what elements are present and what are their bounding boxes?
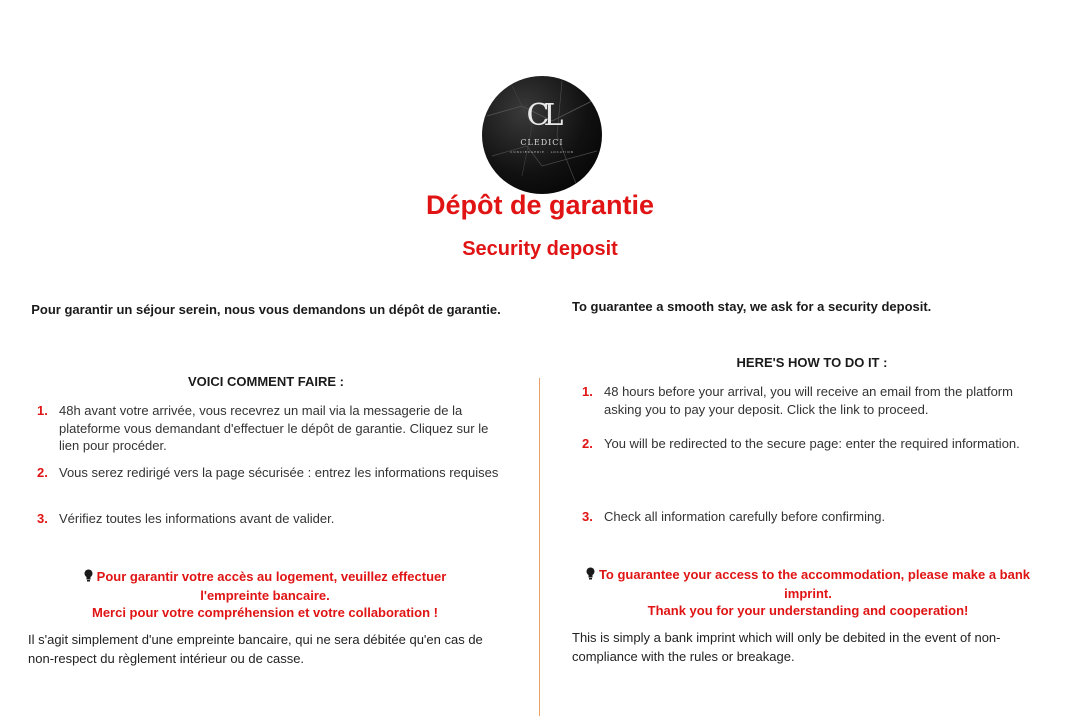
en-notice-line2: Thank you for your understanding and cooperation! — [647, 603, 969, 618]
step-number: 1. — [37, 403, 48, 418]
marble-texture — [482, 76, 602, 194]
step-number: 1. — [582, 384, 593, 399]
fr-intro: Pour garantir un séjour serein, nous vous demandons un dépôt de garantie. — [31, 302, 501, 317]
fr-step-1 — [37, 402, 509, 455]
step-text: 48h avant votre arrivée, vous recevrez un mail via la messagerie de la plateforme vous demandant d'effectuer le dépôt de garantie. Cliquez sur le lien pour procéder. — [59, 403, 489, 453]
logo-monogram: CL — [526, 98, 558, 133]
fr-notice-line2: Merci pour votre compréhension et votre collaboration ! — [91, 605, 438, 620]
step-text: Vous serez redirigé vers la page sécurisée : entrez les informations requises — [59, 465, 499, 480]
step-number: 3. — [37, 511, 48, 526]
step-number: 2. — [582, 436, 593, 451]
en-notice-line1-wrap — [578, 566, 1038, 602]
page-subtitle: Security deposit — [462, 238, 618, 260]
page-title: Dépôt de garantie — [425, 190, 655, 220]
column-divider — [539, 378, 540, 716]
step-number: 2. — [37, 465, 48, 480]
step-text: Vérifiez toutes les informations avant de valider. — [59, 511, 335, 526]
en-notice — [578, 566, 1038, 620]
en-step-2 — [582, 435, 1030, 453]
step-text: You will be redirected to the secure page: enter the required information. — [604, 436, 1020, 451]
en-intro: To guarantee a smooth stay, we ask for a security deposit. — [572, 299, 932, 314]
fr-notice-line1-wrap — [60, 568, 470, 604]
logo-subtitle: CONCIERGERIE · LOCATION — [510, 150, 574, 154]
step-number: 3. — [582, 509, 593, 524]
lightbulb-icon — [84, 569, 93, 587]
fr-notice — [60, 568, 470, 622]
step-text: Check all information carefully before confirming. — [604, 509, 886, 524]
fr-howto-heading: VOICI COMMENT FAIRE : — [188, 374, 344, 389]
fr-step-3 — [37, 510, 509, 528]
lightbulb-icon — [586, 567, 595, 585]
fr-notice-line1: Pour garantir votre accès au logement, veuillez effectuer l'empreinte bancaire. — [96, 569, 447, 603]
logo-name: CLEDICI — [520, 138, 564, 147]
en-step-3 — [582, 508, 1030, 526]
en-howto-heading: HERE'S HOW TO DO IT : — [736, 355, 888, 370]
fr-footnote: Il s'agit simplement d'une empreinte bancaire, qui ne sera débitée qu'en cas de non-respect du règlement intérieur ou de casse. — [28, 632, 483, 666]
en-notice-line1: To guarantee your access to the accommodation, please make a bank imprint. — [598, 567, 1031, 601]
en-footnote: This is simply a bank imprint which will only be debited in the event of non-compliance with the rules or breakage. — [572, 630, 1001, 664]
step-text: 48 hours before your arrival, you will receive an email from the platform asking you to pay your deposit. Click the link to proceed. — [604, 384, 1013, 417]
brand-logo — [482, 76, 602, 194]
en-step-1 — [582, 383, 1030, 418]
fr-step-2 — [37, 464, 509, 482]
